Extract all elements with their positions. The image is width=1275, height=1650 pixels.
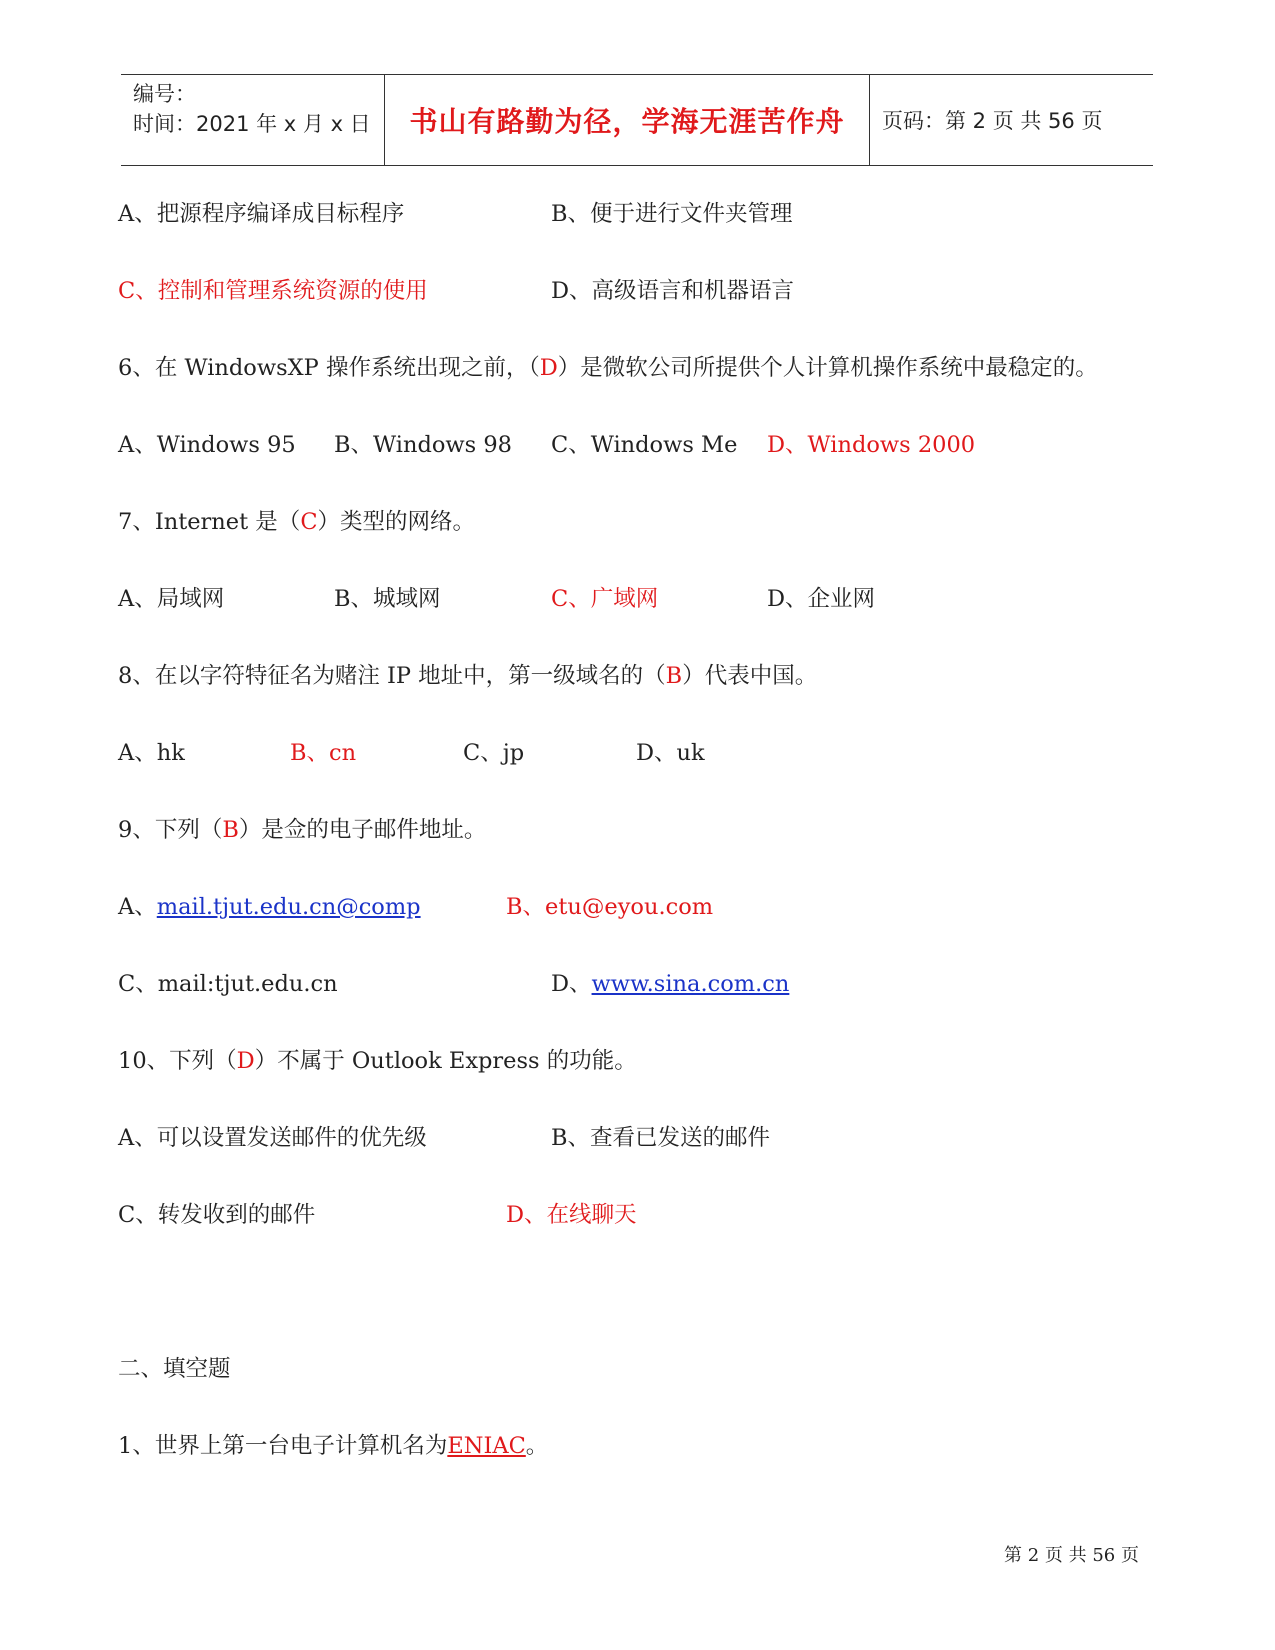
q8-question [118, 658, 817, 690]
q9-option-d [551, 966, 789, 998]
q9-text-pre: 9、下列（ [118, 817, 223, 843]
q7-text-post: ）类型的网络。 [317, 509, 476, 535]
q8-option-a: A、hk [118, 740, 185, 766]
q9-option-a-link[interactable]: mail.tjut.edu.cn@comp [156, 894, 421, 920]
q7-option-c: C、广域网 [551, 586, 659, 612]
q6-option-a: A、Windows 95 [118, 432, 296, 458]
q7-answer: C [300, 509, 318, 535]
q5-option-c: C、控制和管理系统资源的使用 [118, 278, 428, 304]
q5-option-b: B、便于进行文件夹管理 [551, 201, 793, 227]
q6-option-b: B、Windows 98 [334, 432, 512, 458]
q10-question [118, 1043, 637, 1075]
q9-option-b: B、etu@eyou.com [506, 894, 714, 920]
q8-option-c: C、jp [463, 740, 525, 766]
q5-option-d: D、高级语言和机器语言 [551, 278, 795, 304]
q7-option-a: A、局域网 [118, 586, 225, 612]
doc-number-label: 编号： [133, 82, 196, 106]
q5-option-a: A、把源程序编译成目标程序 [118, 201, 405, 227]
q10-answer: D [236, 1048, 255, 1074]
q7-option-b: B、城域网 [334, 586, 441, 612]
page-footer: 第 2 页 共 56 页 [1004, 1545, 1139, 1566]
q6-question [118, 350, 1098, 382]
header-page-number: 页码：第 2 页 共 56 页 [882, 109, 1103, 133]
fill-q1-answer: ENIAC [447, 1433, 526, 1459]
fill-q1-text-post: 。 [525, 1433, 549, 1459]
header-motto: 书山有路勤为径，学海无涯苦作舟 [409, 105, 845, 138]
header-motto-cell [384, 75, 870, 165]
section-2-title: 二、填空题 [118, 1356, 231, 1382]
q10-text-pre: 10、下列（ [118, 1048, 237, 1074]
q9-question [118, 812, 486, 844]
q10-text-post: ）不属于 Outlook Express 的功能。 [254, 1048, 637, 1074]
q9-option-a [118, 889, 421, 921]
q9-text-post: ）是佥的电子邮件地址。 [238, 817, 487, 843]
q9-option-a-prefix: A、 [118, 894, 157, 920]
q6-text-pre: 6、在 WindowsXP 操作系统出现之前，（ [118, 355, 540, 381]
fill-q1 [118, 1428, 548, 1460]
q8-option-b: B、cn [290, 740, 357, 766]
q6-option-c: C、Windows Me [551, 432, 738, 458]
q7-text-pre: 7、Internet 是（ [118, 509, 301, 535]
q9-option-d-link[interactable]: www.sina.com.cn [591, 971, 790, 997]
doc-time-label: 时间：2021 年 x 月 x 日 [133, 112, 371, 136]
q6-text-post: ）是微软公司所提供个人计算机操作系统中最稳定的。 [557, 355, 1098, 381]
header-meta [121, 75, 384, 165]
page-header [121, 74, 1153, 166]
q6-answer: D [539, 355, 558, 381]
q10-option-d: D、在线聊天 [506, 1202, 637, 1228]
q10-option-a: A、可以设置发送邮件的优先级 [118, 1125, 427, 1151]
q7-option-d: D、企业网 [767, 586, 876, 612]
q6-option-d: D、Windows 2000 [767, 432, 976, 458]
q8-answer: B [665, 663, 683, 689]
q9-answer: B [222, 817, 239, 843]
fill-q1-text-pre: 1、世界上第一台电子计算机名为 [118, 1433, 448, 1459]
q10-option-b: B、查看已发送的邮件 [551, 1125, 771, 1151]
q7-question [118, 504, 475, 536]
q10-option-c: C、转发收到的邮件 [118, 1202, 316, 1228]
q9-option-d-prefix: D、 [551, 971, 592, 997]
q8-option-d: D、uk [636, 740, 705, 766]
q8-text-post: ）代表中国。 [682, 663, 818, 689]
q9-option-c: C、mail:tjut.edu.cn [118, 971, 338, 997]
q8-text-pre: 8、在以字符特征名为赌注 IP 地址中，第一级域名的（ [118, 663, 666, 689]
header-page-cell [870, 75, 1153, 165]
